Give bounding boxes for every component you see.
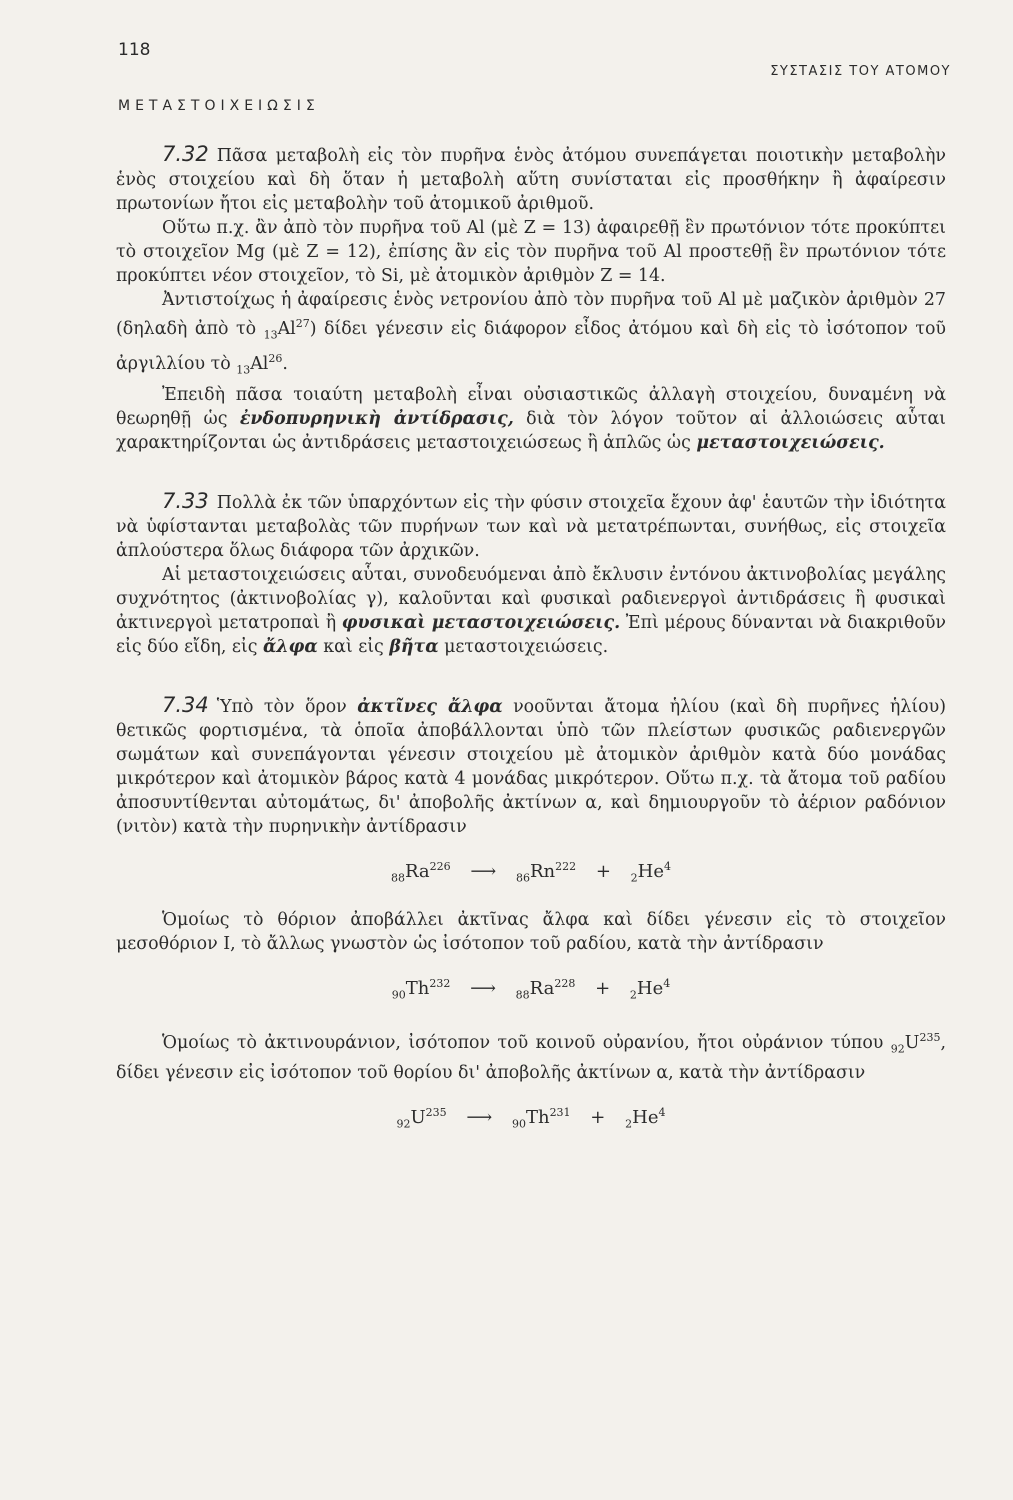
section-number-7-32: 7.32	[162, 142, 209, 166]
atomic-number: 90	[391, 988, 406, 1002]
element-symbol: U	[410, 1106, 426, 1128]
isotope-symbol: Al	[277, 318, 296, 339]
element-symbol: Th	[525, 1106, 550, 1128]
atomic-number: 88	[390, 871, 405, 885]
atomic-number: 2	[629, 988, 637, 1002]
paragraph-text: Ὑπὸ τὸν ὅρον	[216, 696, 347, 717]
mass-number: 222	[555, 859, 577, 873]
atomic-number: 90	[511, 1117, 526, 1131]
paragraph-text: καὶ εἰς	[323, 636, 384, 657]
mass-number: 226	[429, 859, 451, 873]
mass-number: 235	[425, 1105, 447, 1119]
paragraph-7-34-actinouranium	[116, 1026, 946, 1085]
paragraph-text: Αἱ μεταστοιχειώσεις αὗται, συνοδευόμεναι ἀπὸ ἔκλυσιν ἐντόνου ἀκτινοβολίας μεγάλης συχνότητος (ἀκτινοβολίας γ), καλοῦνται καὶ φυσικαὶ ραδιενεργοὶ ἀντιδράσεις ἢ φυσικαὶ ἀκτινεργοὶ μετατροπαὶ ἢ	[116, 564, 946, 633]
atomic-number: 86	[515, 871, 530, 885]
paragraph-text: Ἐπὶ μέρους δύνανται νὰ διακριθοῦν εἰς δύο εἴδη, εἰς	[116, 612, 946, 657]
mass-number: 4	[664, 859, 672, 873]
isotope-symbol: Al	[250, 354, 269, 375]
atomic-number: 2	[625, 1117, 633, 1131]
reaction-arrow: ⟶	[470, 860, 497, 882]
paragraph-text: Ὁμοίως τὸ ἀκτινουράνιον, ἰσότοπον τοῦ κοινοῦ οὐρανίου, ἤτοι οὐράνιον τύπου	[162, 1032, 884, 1053]
term-natural-transmutations: φυσικαὶ μεταστοιχειώσεις.	[341, 612, 621, 633]
element-symbol: Ra	[529, 978, 555, 1000]
paragraph-text: Πᾶσα μεταβολὴ εἰς τὸν πυρῆνα ἑνὸς ἀτόμου συνεπάγεται ποιοτικὴν μεταβολὴν ἑνὸς στοιχείου καὶ δὴ ὅταν ἡ μεταβολὴ αὕτη συνίσταται εἰς προσθήκην ἢ ἀφαίρεσιν πρωτονίων ἤτοι εἰς μεταβολὴν τοῦ ἀτομικοῦ ἀριθμοῦ.	[116, 146, 946, 214]
term-nuclear-reaction: ἐνδοπυρηνικὴ ἀντίδρασις,	[239, 408, 514, 429]
term-alpha-rays: ἀκτῖνες ἄλφα	[357, 696, 503, 717]
paragraph-text: .	[282, 354, 288, 375]
reaction-arrow: ⟶	[466, 1106, 493, 1128]
atomic-number: 88	[515, 988, 530, 1002]
term-beta: βῆτα	[389, 636, 439, 657]
paragraph-text: ) δίδει γένεσιν εἰς διάφορον εἶδος ἀτόμου καὶ δὴ εἰς τὸ ἰσότοπον τοῦ ἀργιλλίου τὸ	[116, 318, 946, 375]
plus-sign: +	[595, 860, 611, 882]
term-transmutations: μεταστοιχειώσεις.	[696, 432, 885, 453]
isotope-a: 27	[295, 317, 310, 330]
paragraph-7-34-thorium	[116, 908, 946, 956]
plus-sign: +	[595, 978, 611, 1000]
paragraph-7-32-example	[116, 216, 946, 288]
paragraph-text: Οὕτω π.χ. ἂν ἀπὸ τὸν πυρῆνα τοῦ Al (μὲ Z = 13) ἀφαιρεθῇ ἓν πρωτόνιον τότε προκύπτει τὸ στοιχεῖον Mg (μὲ Z = 12), ἐπίσης ἂν εἰς τὸν πυρῆνα τοῦ Al προστεθῇ ἓν πρωτόνιον τότε προκύπτει νέον στοιχεῖον, τὸ Si, μὲ ἀτομικὸν ἀριθμὸν Z = 14.	[116, 218, 946, 286]
element-symbol: Th	[405, 978, 430, 1000]
atomic-number: 92	[396, 1117, 411, 1131]
page-body	[116, 142, 946, 1155]
equation-thorium-decay	[116, 972, 946, 1008]
paragraph-text: Ἀντιστοίχως ἡ ἀφαίρεσις ἑνὸς νετρονίου ἀπὸ τὸν πυρῆνα τοῦ Al μὲ μαζικὸν ἀριθμὸν 27 (δηλαδὴ ἀπὸ τὸ	[116, 290, 946, 339]
isotope-z: 13	[236, 363, 251, 377]
section-number-7-34: 7.34	[162, 692, 209, 717]
paragraph-7-32-definition	[116, 383, 946, 455]
page-number: 118	[118, 40, 151, 60]
reaction-arrow: ⟶	[470, 978, 496, 1000]
term-alpha: ἄλφα	[263, 636, 318, 657]
isotope-a: 235	[919, 1030, 941, 1044]
element-symbol: Ra	[404, 860, 430, 882]
paragraph-7-33-natural	[116, 563, 946, 659]
mass-number: 4	[658, 1105, 666, 1119]
section-number-7-33: 7.33	[162, 488, 209, 513]
isotope-z: 92	[890, 1041, 905, 1055]
paragraph-7-33-intro	[116, 489, 946, 563]
paragraph-7-34-intro	[116, 693, 946, 839]
isotope-a: 26	[268, 352, 283, 366]
mass-number: 231	[549, 1105, 571, 1119]
element-symbol: He	[637, 860, 665, 882]
isotope-symbol: U	[904, 1032, 920, 1053]
paragraph-text: Ὁμοίως τὸ θόριον ἀποβάλλει ἀκτῖνας ἄλφα καὶ δίδει γένεσιν εἰς τὸ στοιχεῖον μεσοθόριον I, τὸ ἄλλως γνωστὸν ὡς ἰσότοπον τοῦ ραδίου, κατὰ τὴν ἀντίδρασιν	[116, 910, 946, 955]
atomic-number: 2	[630, 871, 638, 885]
paragraph-text: μεταστοιχειώσεις.	[444, 636, 609, 657]
plus-sign: +	[590, 1106, 606, 1128]
section-heading: ΜΕΤΑΣΤΟΙΧΕΙΩΣΙΣ	[118, 98, 320, 114]
equation-radium-decay	[116, 855, 946, 891]
paragraph-7-32-intro	[116, 142, 946, 216]
element-symbol: Rn	[529, 860, 556, 882]
mass-number: 4	[663, 977, 671, 991]
paragraph-text: , δίδει γένεσιν εἰς ἰσότοπον τοῦ θορίου δι' ἀποβολῆς ἀκτίνων α, κατὰ τὴν ἀντίδρασιν	[116, 1032, 946, 1083]
running-header: ΣΥΣΤΑΣΙΣ ΤΟΥ ΑΤΟΜΟΥ	[770, 64, 951, 79]
mass-number: 232	[429, 977, 451, 991]
isotope-z: 13	[263, 328, 278, 342]
paragraph-text: Ἐπειδὴ πᾶσα τοιαύτη μεταβολὴ εἶναι οὐσιαστικῶς ἀλλαγὴ στοιχείου, δυναμένη νὰ θεωρηθῇ ὡς	[116, 384, 946, 429]
paragraph-text: Πολλὰ ἐκ τῶν ὑπαρχόντων εἰς τὴν φύσιν στοιχεῖα ἔχουν ἀφ' ἑαυτῶν τὴν ἰδιότητα νὰ ὑφίστανται μεταβολὰς τῶν πυρήνων των καὶ νὰ μετατρέπωνται, συνήθως, εἰς στοιχεῖα ἁπλούστερα ὅλως διάφορα τῶν ἀρχικῶν.	[116, 492, 946, 561]
equation-uranium-decay	[116, 1101, 946, 1137]
paragraph-7-32-neutron	[116, 288, 946, 383]
element-symbol: He	[636, 978, 664, 1000]
element-symbol: He	[632, 1106, 659, 1128]
paragraph-text: νοοῦνται ἄτομα ἡλίου (καὶ δὴ πυρῆνες ἡλίου) θετικῶς φορτισμένα, τὰ ὁποῖα ἀποβάλλονται ὑπὸ τῶν πλείστων φυσικῶς ραδιενεργῶν σωμάτων καὶ συνεπάγονται γένεσιν στοιχείου μὲ ἀτομικὸν ἀριθμὸν κατὰ δύο μονάδας μικρότερον καὶ ἀτομικὸν βάρος κατὰ 4 μονάδας μικρότερον. Οὕτω π.χ. τὰ ἄτομα τοῦ ραδίου ἀποσυντίθενται αὐτομάτως, δι' ἀποβολῆς ἀκτίνων α, καὶ δημιουργοῦν τὸ ἀέριον ραδόνιον (νιτὸν) κατὰ τὴν πυρηνικὴν ἀντίδρασιν	[116, 696, 946, 837]
mass-number: 228	[554, 977, 576, 991]
paragraph-text: διὰ τὸν λόγον τοῦτον αἱ ἀλλοιώσεις αὗται χαρακτηρίζονται ὡς ἀντιδράσεις μεταστοιχειώσεως ἢ ἁπλῶς ὡς	[116, 408, 947, 453]
